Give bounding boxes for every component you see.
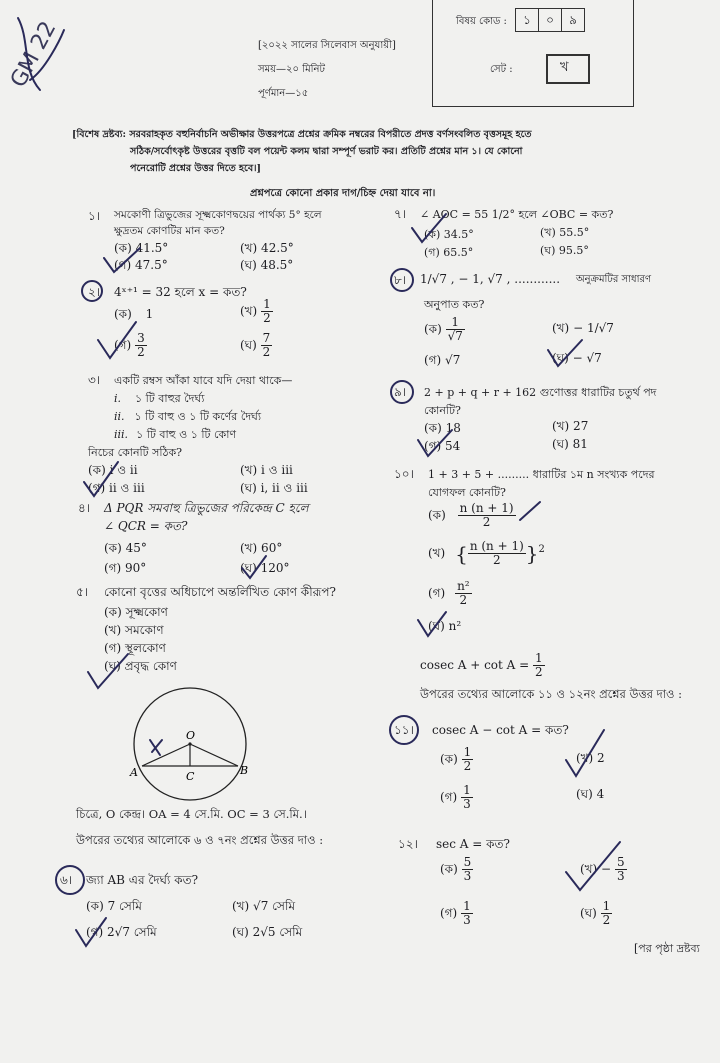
q2-text: 4ˣ⁺¹ = 32 হলে x = কত? xyxy=(114,285,247,299)
figure-radius-oa xyxy=(142,744,190,766)
q12-option-d-fraction: $\frac{1}{2}$ xyxy=(602,899,611,928)
q11-text: cosec A − cot A = কত? xyxy=(432,723,569,737)
q3-item-iii xyxy=(114,426,236,445)
q2-option-c-label: (গ) xyxy=(114,338,132,353)
q5-option-c: (গ) স্থূলকোণ xyxy=(104,641,166,655)
figure-caption: চিত্রে, O কেন্দ্র। OA = 4 সে.মি. OC = 3 সে.মি.। xyxy=(76,807,307,821)
q6-option-a: (ক) 7 সেমি xyxy=(86,899,142,913)
q10-text-1: 1 + 3 + 5 + ......... ধারাটির ১ম n সংখ্যক পদের xyxy=(428,468,655,481)
q4-number: ৪। xyxy=(78,501,91,515)
q4-option-d: (ঘ) 120° xyxy=(240,561,290,575)
q3-text: একটি রম্বস আঁকা যাবে যদি দেয়া থাকে— xyxy=(114,374,293,387)
q2-option-d-fraction: $\frac{7}{2}$ xyxy=(262,331,271,360)
q1-text-1: সমকোণী ত্রিভুজের সূক্ষ্মকোণদ্বয়ের পার্থক্য 5° হলে xyxy=(114,209,322,221)
q2-number: ২। xyxy=(88,285,101,299)
q1-text-2: ক্ষুদ্রতম কোণটির মান কত? xyxy=(114,225,225,237)
q2-option-d-label: (ঘ) xyxy=(240,338,257,353)
q11-number: ১১। xyxy=(394,723,414,737)
board-note: [২০২২ সালের সিলেবাস অনুযায়ী] xyxy=(258,40,396,51)
figure-radius-ob xyxy=(190,744,238,766)
subject-code-digit: ১ xyxy=(515,8,539,32)
q3-item-i-roman: i. xyxy=(114,392,122,405)
next-page-note: [পর পৃষ্ঠা দ্রষ্টব্য xyxy=(634,942,700,955)
q8-sequence: 1/√7 , − 1, √7 , ............ xyxy=(420,272,561,286)
q10-option-d: (ঘ) n² xyxy=(428,619,462,633)
q5-text: কোনো বৃত্তের অধিচাপে অন্তর্লিখিত কোণ কীরূপ? xyxy=(104,585,336,599)
q10-number: ১০। xyxy=(394,467,414,481)
q10-option-c xyxy=(428,580,472,607)
instruction-line-3: পনেরোটি প্রশ্নের উত্তর দিতে হবে।] xyxy=(130,163,262,174)
q8-text-tail: অনুক্রমটির সাধারণ xyxy=(576,274,652,285)
q9-option-d: (ঘ) 81 xyxy=(552,437,588,451)
q1-option-b: (খ) 42.5° xyxy=(240,241,294,255)
q4-option-c: (গ) 90° xyxy=(104,561,147,575)
q5-option-b: (খ) সমকোণ xyxy=(104,623,164,637)
q8-text-2: অনুপাত কত? xyxy=(424,298,485,311)
q12-option-d-label: (ঘ) xyxy=(580,906,597,921)
stem2-equation-text: cosec A + cot A = xyxy=(420,658,530,673)
q10-text-2: যোগফল কোনটি? xyxy=(428,486,506,499)
q3-option-a: (ক) i ও ii xyxy=(88,463,138,477)
q1-option-a: (ক) 41.5° xyxy=(114,241,169,255)
q12-option-c-label: (গ) xyxy=(440,906,458,921)
q8-number: ৮। xyxy=(394,273,407,287)
q2-option-a xyxy=(114,306,153,326)
instruction-line-2: সঠিক/সর্বোৎকৃষ্ট উত্তরের বৃত্তটি বল পয়েন্ট কলম দ্বারা সম্পূর্ণ ভরাট কর। প্রতিটি প্রশ্নের মান ১। যে কোনো xyxy=(130,146,523,157)
tick-mark xyxy=(520,502,540,520)
q10-option-a xyxy=(428,502,516,529)
q3-item-iii-text: ১ টি বাহু ও ১ টি কোণ xyxy=(136,428,237,441)
q4-text-2: ∠ QCR = কত? xyxy=(104,519,188,533)
q9-option-a: (ক) 18 xyxy=(424,421,461,435)
q6-option-b: (খ) √7 সেমি xyxy=(232,899,296,913)
q10-option-a-fraction: $\frac{n (n + 1)}{2}$ xyxy=(459,501,514,530)
figure-lead: উপরের তথ্যের আলোকে ৬ ও ৭নং প্রশ্নের উত্তর দাও : xyxy=(76,833,324,847)
q9-option-b: (খ) 27 xyxy=(552,419,589,433)
q11-option-a-label: (ক) xyxy=(440,752,458,767)
q11-option-a-fraction: $\frac{1}{2}$ xyxy=(463,745,472,774)
q10-option-b: (খ) { $\frac{n (n + 1)}{2}$ }$^2$ xyxy=(428,539,545,568)
q8-option-c: (গ) √7 xyxy=(424,353,461,367)
q8-option-b-label: (খ) xyxy=(552,321,570,335)
q11-option-c-fraction: $\frac{1}{3}$ xyxy=(463,783,471,812)
q8-option-a-fraction: $\frac{1}{√7}$ xyxy=(447,315,463,344)
q6-option-d: (ঘ) 2√5 সেমি xyxy=(232,925,303,939)
q3-item-iii-roman: iii. xyxy=(114,428,129,441)
q12-option-a xyxy=(440,856,473,883)
q8-option-b-value: − 1/√7 xyxy=(573,321,614,335)
full-marks-text: পূর্ণমান—১৫ xyxy=(258,88,309,99)
figure-label-o: O xyxy=(186,729,196,742)
stem2-equation xyxy=(420,652,545,679)
no-mark-warning: প্রশ্নপত্রে কোনো প্রকার দাগ/চিহ্ন দেয়া যাবে না। xyxy=(250,188,436,199)
q10-option-a-label: (ক) xyxy=(428,508,446,523)
figure-label-c: C xyxy=(186,770,195,783)
q3-option-b: (খ) i ও iii xyxy=(240,463,293,477)
q2-option-c-fraction: $\frac{3}{2}$ xyxy=(137,331,145,360)
q3-option-c: (গ) ii ও iii xyxy=(88,481,145,495)
q12-option-b-fraction: $\frac{5}{3}$ xyxy=(616,855,625,884)
q1-number: ১। xyxy=(88,209,101,223)
q3-ask: নিচের কোনটি সঠিক? xyxy=(88,446,183,459)
subject-code-label: বিষয় কোড : xyxy=(456,16,507,27)
q6-number: ৬। xyxy=(60,873,73,887)
q3-item-i xyxy=(114,390,204,409)
set-value: খ xyxy=(560,60,569,75)
q3-item-i-text: ১ টি বাহুর দৈর্ঘ্য xyxy=(135,392,205,405)
q4-text-1: Δ PQR সমবাহু ত্রিভুজের পরিকেন্দ্র C হলে xyxy=(104,501,309,515)
q12-option-b-label: (খ) − xyxy=(580,862,612,877)
q7-number: ৭। xyxy=(394,207,407,221)
q8-option-a-label: (ক) xyxy=(424,322,442,337)
q1-option-d: (ঘ) 48.5° xyxy=(240,258,294,272)
q12-option-d xyxy=(580,900,612,927)
q3-item-ii-text: ১ টি বাহু ও ১ টি কর্ণের দৈর্ঘ্য xyxy=(134,410,262,423)
q7-option-a: (ক) 34.5° xyxy=(424,228,474,241)
q11-option-c xyxy=(440,784,473,811)
q9-option-c: (গ) 54 xyxy=(424,439,461,453)
circle-figure xyxy=(128,684,268,804)
q5-option-d: (ঘ) প্রবৃদ্ধ কোণ xyxy=(104,659,177,673)
q3-option-d: (ঘ) i, ii ও iii xyxy=(240,481,308,495)
q10-option-b-fraction: $\frac{n (n + 1)}{2}$ xyxy=(469,539,524,568)
q10-option-c-fraction: $\frac{\text{n²}}{2}$ xyxy=(457,579,470,608)
q9-number: ৯। xyxy=(394,385,407,399)
q11-option-d: (ঘ) 4 xyxy=(576,787,605,801)
q7-option-c: (গ) 65.5° xyxy=(424,246,474,259)
handwritten-tag: GM 22 xyxy=(6,17,62,92)
q12-option-a-label: (ক) xyxy=(440,862,458,877)
q12-option-c xyxy=(440,900,473,927)
q2-option-d xyxy=(240,332,272,359)
q5-option-a: (ক) সূক্ষ্মকোণ xyxy=(104,605,168,619)
figure-center-dot xyxy=(188,742,191,745)
stem2-lead: উপরের তথ্যের আলোকে ১১ ও ১২নং প্রশ্নের উত্তর দাও : xyxy=(420,687,683,701)
q11-option-b: (খ) 2 xyxy=(576,751,605,765)
q7-text: ∠ AOC = 55 1/2° হলে ∠OBC = কত? xyxy=(420,208,614,221)
q6-option-c: (গ) 2√7 সেমি xyxy=(86,925,157,939)
q3-number: ৩। xyxy=(88,373,101,387)
q12-option-a-fraction: $\frac{5}{3}$ xyxy=(463,855,472,884)
q12-text: sec A = কত? xyxy=(436,837,510,851)
q3-item-ii xyxy=(114,408,261,427)
q2-option-a-value: 1 xyxy=(145,307,154,321)
subject-code-digit: ০ xyxy=(539,8,562,32)
q6-text: জ্যা AB এর দৈর্ঘ্য কত? xyxy=(86,873,199,887)
q12-option-b xyxy=(580,856,627,883)
q10-option-b-power: 2 xyxy=(538,544,545,556)
q8-option-a xyxy=(424,316,465,343)
q7-option-b: (খ) 55.5° xyxy=(540,226,590,239)
q2-option-b xyxy=(240,298,273,325)
q4-option-b: (খ) 60° xyxy=(240,541,283,555)
instruction-line-1: [বিশেষ দ্রষ্টব্য: সরবরাহকৃত বহুনির্বাচনি অভীক্ষার উত্তরপত্রে প্রশ্নের ক্রমিক নম্বরের বিপরীতে প্রদত্ত বর্ণসংবলিত বৃত্তসমূহ হতে xyxy=(72,129,532,140)
q8-option-b xyxy=(552,320,614,340)
q2-option-b-label: (খ) xyxy=(240,304,258,319)
q9-text-1: 2 + p + q + r + 162 গুণোত্তর ধারাটির চতুর্থ পদ xyxy=(424,386,657,399)
q9-text-2: কোনটি? xyxy=(424,404,461,417)
q1-option-c: (গ) 47.5° xyxy=(114,258,168,272)
q4-option-a: (ক) 45° xyxy=(104,541,147,555)
q7-option-d: (ঘ) 95.5° xyxy=(540,244,589,257)
figure-label-b: B xyxy=(240,764,249,777)
subject-code-digit: ৯ xyxy=(562,8,585,32)
q5-number: ৫। xyxy=(76,585,89,599)
q12-number: ১২। xyxy=(398,837,418,851)
figure-label-a: A xyxy=(130,766,138,779)
q10-option-c-label: (গ) xyxy=(428,586,446,601)
q12-option-c-fraction: $\frac{1}{3}$ xyxy=(463,899,471,928)
q10-option-b-label: (খ) xyxy=(428,546,446,561)
subject-code-boxes xyxy=(515,8,585,32)
q2-option-b-fraction: $\frac{1}{2}$ xyxy=(263,297,271,326)
set-label: সেট : xyxy=(490,64,513,75)
q8-option-d: (ঘ) − √7 xyxy=(552,351,602,365)
q3-item-ii-roman: ii. xyxy=(114,410,125,423)
q2-option-c xyxy=(114,332,147,359)
q11-option-c-label: (গ) xyxy=(440,790,458,805)
stem2-equation-fraction: $\frac{1}{2}$ xyxy=(535,651,543,680)
time-text: সময়—২০ মিনিট xyxy=(258,64,325,75)
q11-option-a xyxy=(440,746,473,773)
q2-option-a-label: (ক) xyxy=(114,307,132,321)
